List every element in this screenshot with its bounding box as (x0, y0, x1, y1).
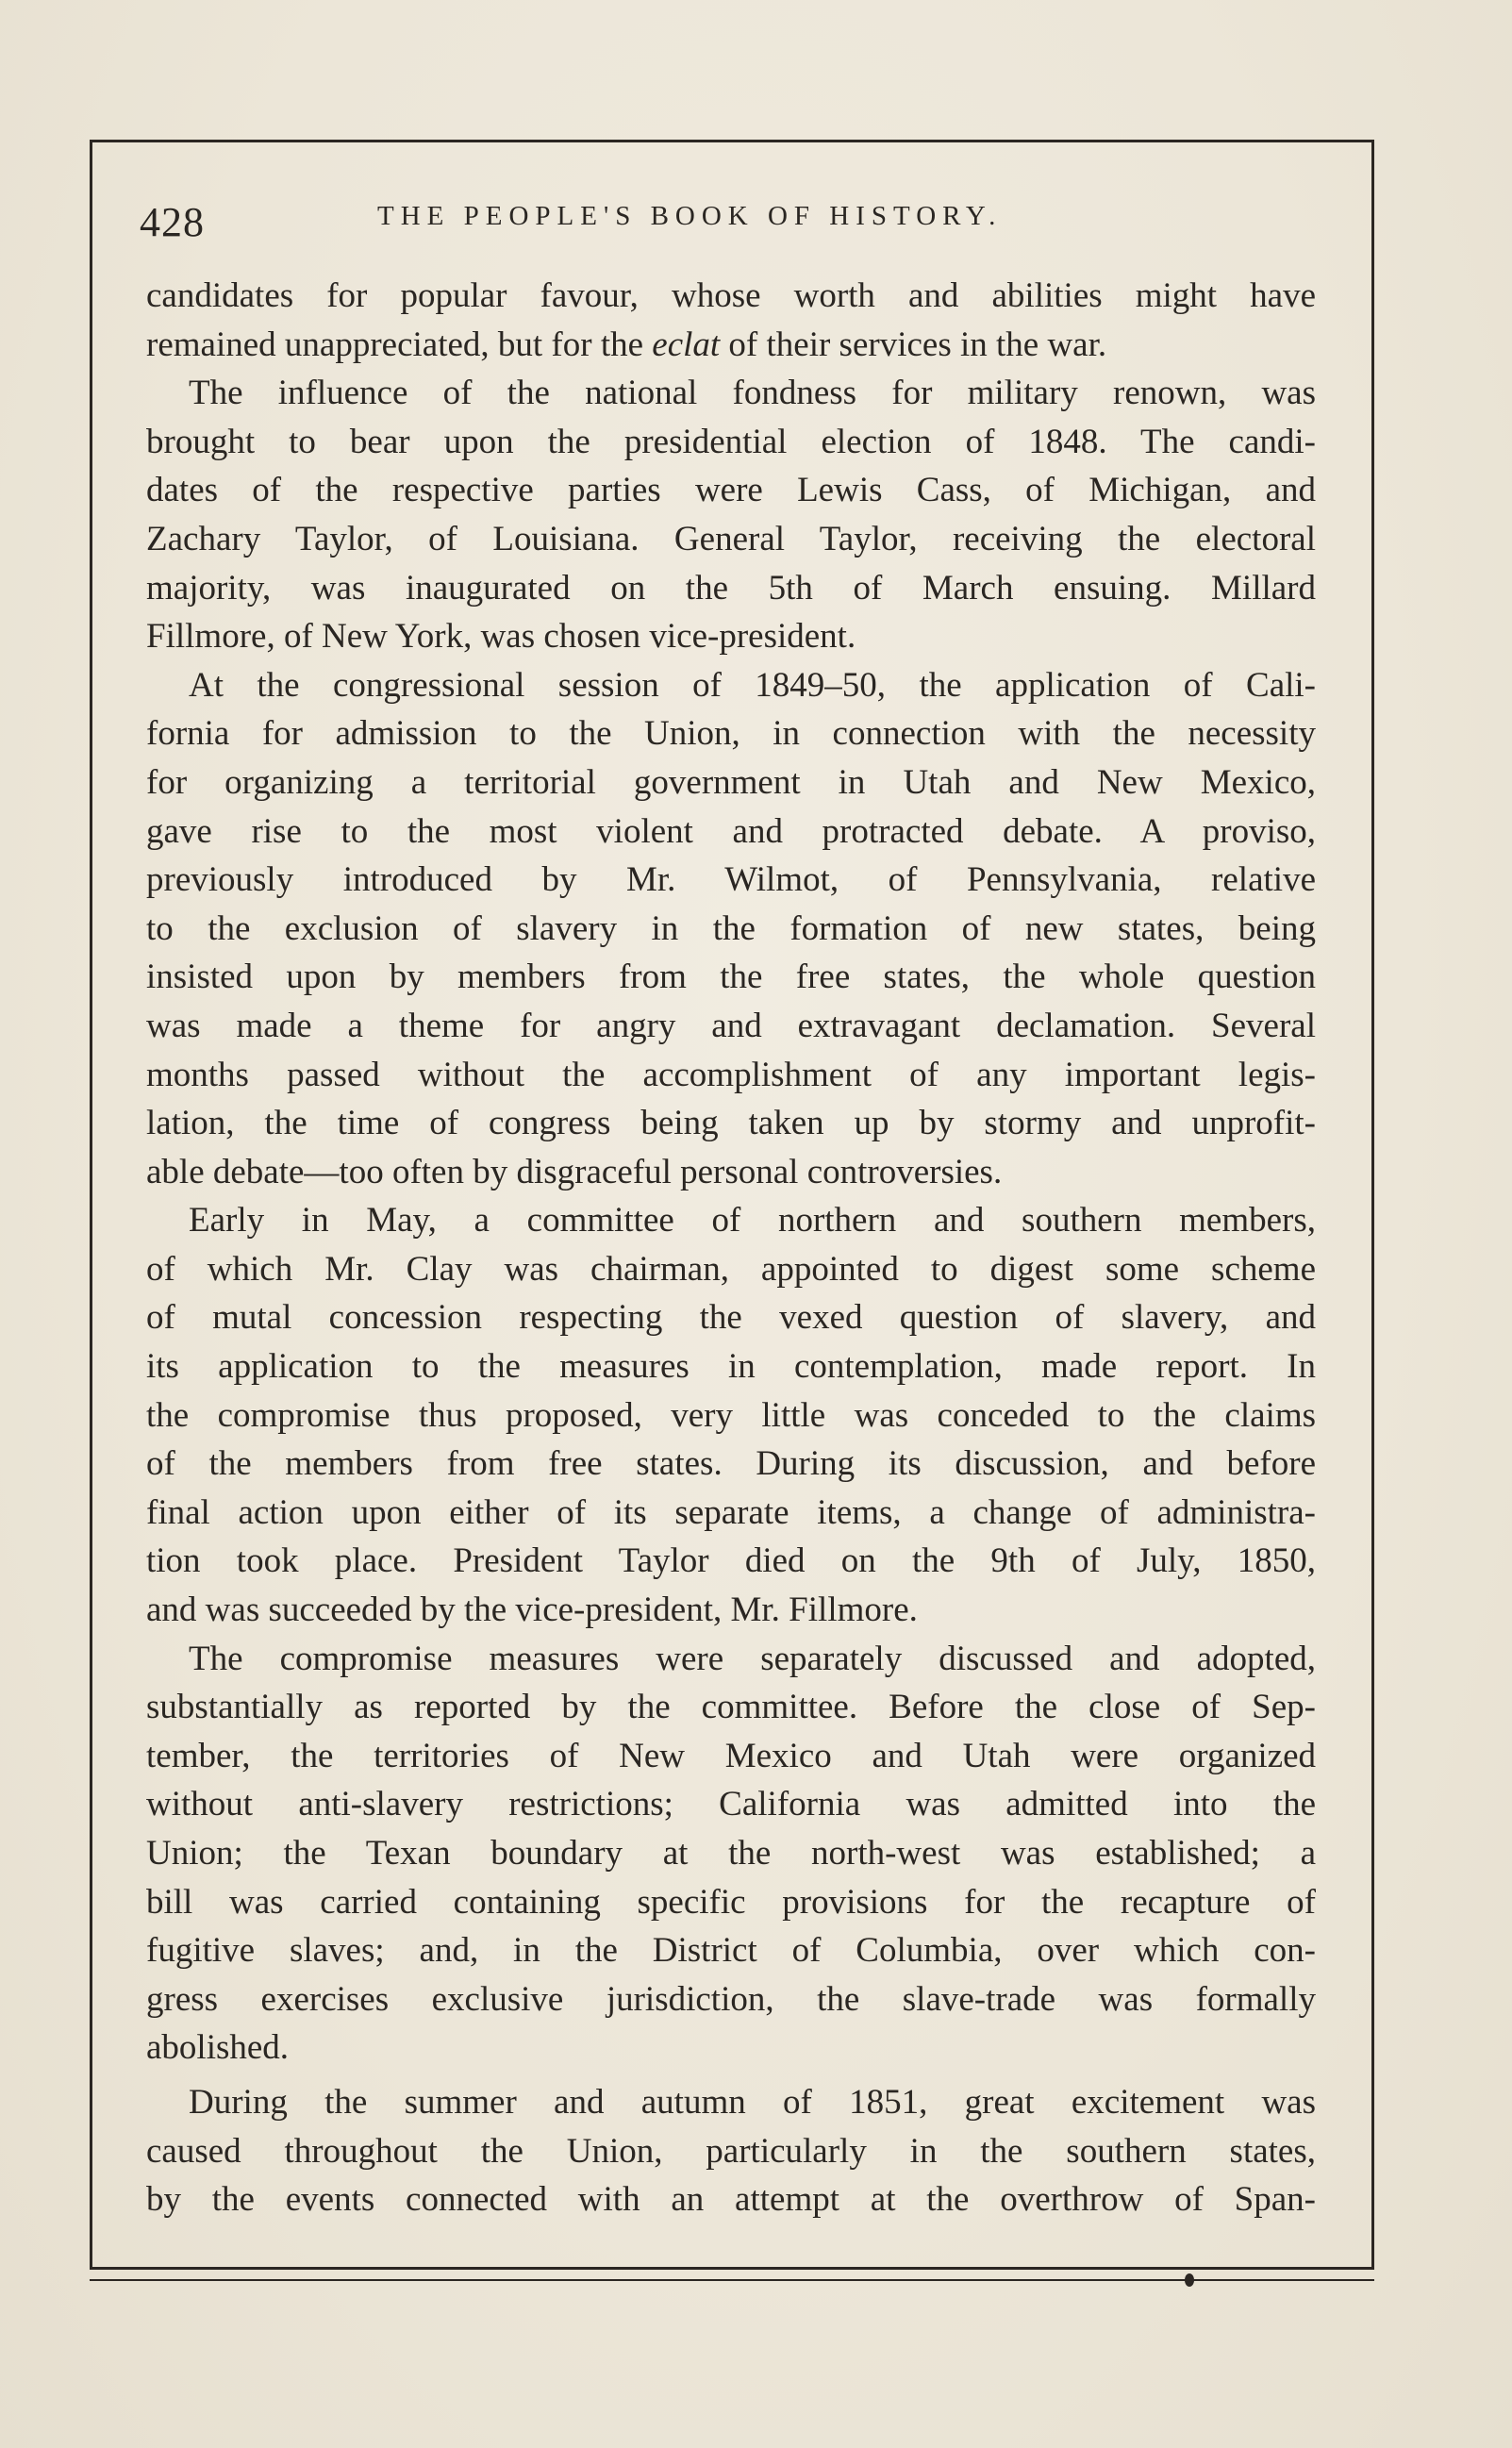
text-line (146, 321, 1316, 370)
running-head: THE PEOPLE'S BOOK OF HISTORY. (377, 201, 1003, 231)
text-segment: dates of the respective parties were Lewis Cass, of Michigan, and (146, 471, 1316, 510)
text-segment: its application to the measures in contemplation, made report. In (146, 1347, 1316, 1387)
text-line (146, 1196, 1316, 1245)
text-line (146, 1975, 1316, 2024)
text-segment: by the events connected with an attempt at the overthrow of Span- (146, 2180, 1316, 2220)
text-line (146, 1635, 1316, 1684)
italic-word: eclat (652, 325, 721, 364)
text-segment: abolished. (146, 2028, 290, 2068)
text-segment: tion took place. President Taylor died on the 9th of July, 1850, (146, 1541, 1316, 1581)
text-line (146, 1829, 1316, 1878)
text-line (146, 1342, 1316, 1391)
text-line (146, 709, 1316, 758)
text-segment: without anti-slavery restrictions; California was admitted into the (146, 1785, 1316, 1824)
text-segment: Zachary Taylor, of Louisiana. General Taylor, receiving the electoral (146, 519, 1316, 558)
text-line (146, 1926, 1316, 1975)
text-segment: months passed without the accomplishment of any important legis- (146, 1055, 1316, 1094)
text-line (146, 1732, 1316, 1781)
text-line (146, 272, 1316, 321)
text-segment: The compromise measures were separately discussed and adopted, (189, 1639, 1316, 1678)
text-segment: bill was carried containing specific provisions for the recapture of (146, 1882, 1316, 1922)
text-segment: able debate—too often by disgraceful personal controversies. (146, 1152, 1003, 1191)
text-segment: for organizing a territorial government in Utah and New Mexico, (146, 762, 1316, 802)
text-line (146, 1440, 1316, 1489)
text-line (146, 2175, 1316, 2224)
text-segment: and was succeeded by the vice-president, Mr. Fillmore. (146, 1590, 918, 1630)
text-segment: of the members from free states. During its discussion, and before (146, 1444, 1316, 1484)
text-segment: final action upon either of its separate items, a change of administra- (146, 1492, 1316, 1532)
text-line (146, 1489, 1316, 1538)
text-line (146, 1878, 1316, 1927)
text-line (146, 1537, 1316, 1586)
text-segment: The influence of the national fondness for military renown, was (189, 374, 1316, 413)
text-line (146, 1148, 1316, 1197)
text-line (146, 2023, 1316, 2073)
text-line (146, 1051, 1316, 1100)
text-line (146, 808, 1316, 857)
text-segment: caused throughout the Union, particularly in the southern states, (146, 2131, 1316, 2171)
text-segment: brought to bear upon the presidential election of 1848. The candi- (146, 422, 1316, 461)
text-segment: candidates for popular favour, whose worth and abilities might have (146, 276, 1316, 315)
text-segment: gave rise to the most violent and protracted debate. A proviso, (146, 811, 1316, 851)
text-line (146, 1391, 1316, 1440)
text-segment: insisted upon by members from the free states, the whole question (146, 958, 1316, 997)
text-line (146, 515, 1316, 564)
text-line (146, 1099, 1316, 1148)
bottom-rule (90, 2279, 1374, 2281)
text-segment: Early in May, a committee of northern and southern members, (189, 1201, 1316, 1241)
text-line (146, 905, 1316, 954)
text-line (146, 418, 1316, 467)
page-number: 428 (140, 199, 205, 245)
text-segment: the compromise thus proposed, very little was conceded to the claims (146, 1395, 1316, 1435)
text-line (146, 1586, 1316, 1635)
text-segment: At the congressional session of 1849–50, the application of Cali- (189, 665, 1316, 705)
text-segment: of which Mr. Clay was chairman, appointed to digest some scheme (146, 1249, 1316, 1289)
text-line (146, 612, 1316, 661)
text-line (146, 466, 1316, 515)
text-segment: fugitive slaves; and, in the District of Columbia, over which con- (146, 1931, 1316, 1971)
text-segment: of mutal concession respecting the vexed question of slavery, and (146, 1298, 1316, 1338)
text-segment: fornia for admission to the Union, in connection with the necessity (146, 714, 1316, 754)
text-segment: previously introduced by Mr. Wilmot, of Pennsylvania, relative (146, 860, 1316, 900)
text-segment: of their services in the war. (720, 325, 1107, 364)
text-line (146, 856, 1316, 905)
text-segment: lation, the time of congress being taken up by stormy and unprofit- (146, 1104, 1316, 1143)
text-segment: remained unappreciated, but for the (146, 325, 653, 364)
text-line (146, 953, 1316, 1002)
text-line (146, 2078, 1316, 2127)
text-line (146, 1002, 1316, 1051)
text-segment: substantially as reported by the committee. Before the close of Sep- (146, 1688, 1316, 1727)
text-segment: tember, the territories of New Mexico and Utah were organized (146, 1736, 1316, 1775)
text-segment: to the exclusion of slavery in the formation of new states, being (146, 908, 1316, 948)
text-line (146, 661, 1316, 710)
text-segment: During the summer and autumn of 1851, great excitement was (189, 2082, 1316, 2122)
text-line (146, 1683, 1316, 1732)
ink-dot (1185, 2273, 1194, 2287)
text-line (146, 2127, 1316, 2176)
text-segment: Fillmore, of New York, was chosen vice-president. (146, 617, 856, 657)
text-segment: majority, was inaugurated on the 5th of March ensuing. Millard (146, 568, 1316, 608)
text-segment: Union; the Texan boundary at the north-west was established; a (146, 1834, 1316, 1873)
text-line (146, 369, 1316, 418)
text-segment: was made a theme for angry and extravagant declamation. Several (146, 1006, 1316, 1045)
text-line (146, 758, 1316, 808)
text-line (146, 1780, 1316, 1829)
text-line (146, 1245, 1316, 1294)
text-line (146, 1293, 1316, 1342)
body-text (146, 272, 1316, 2224)
text-segment: gress exercises exclusive jurisdiction, the slave-trade was formally (146, 1979, 1316, 2019)
text-line (146, 564, 1316, 613)
